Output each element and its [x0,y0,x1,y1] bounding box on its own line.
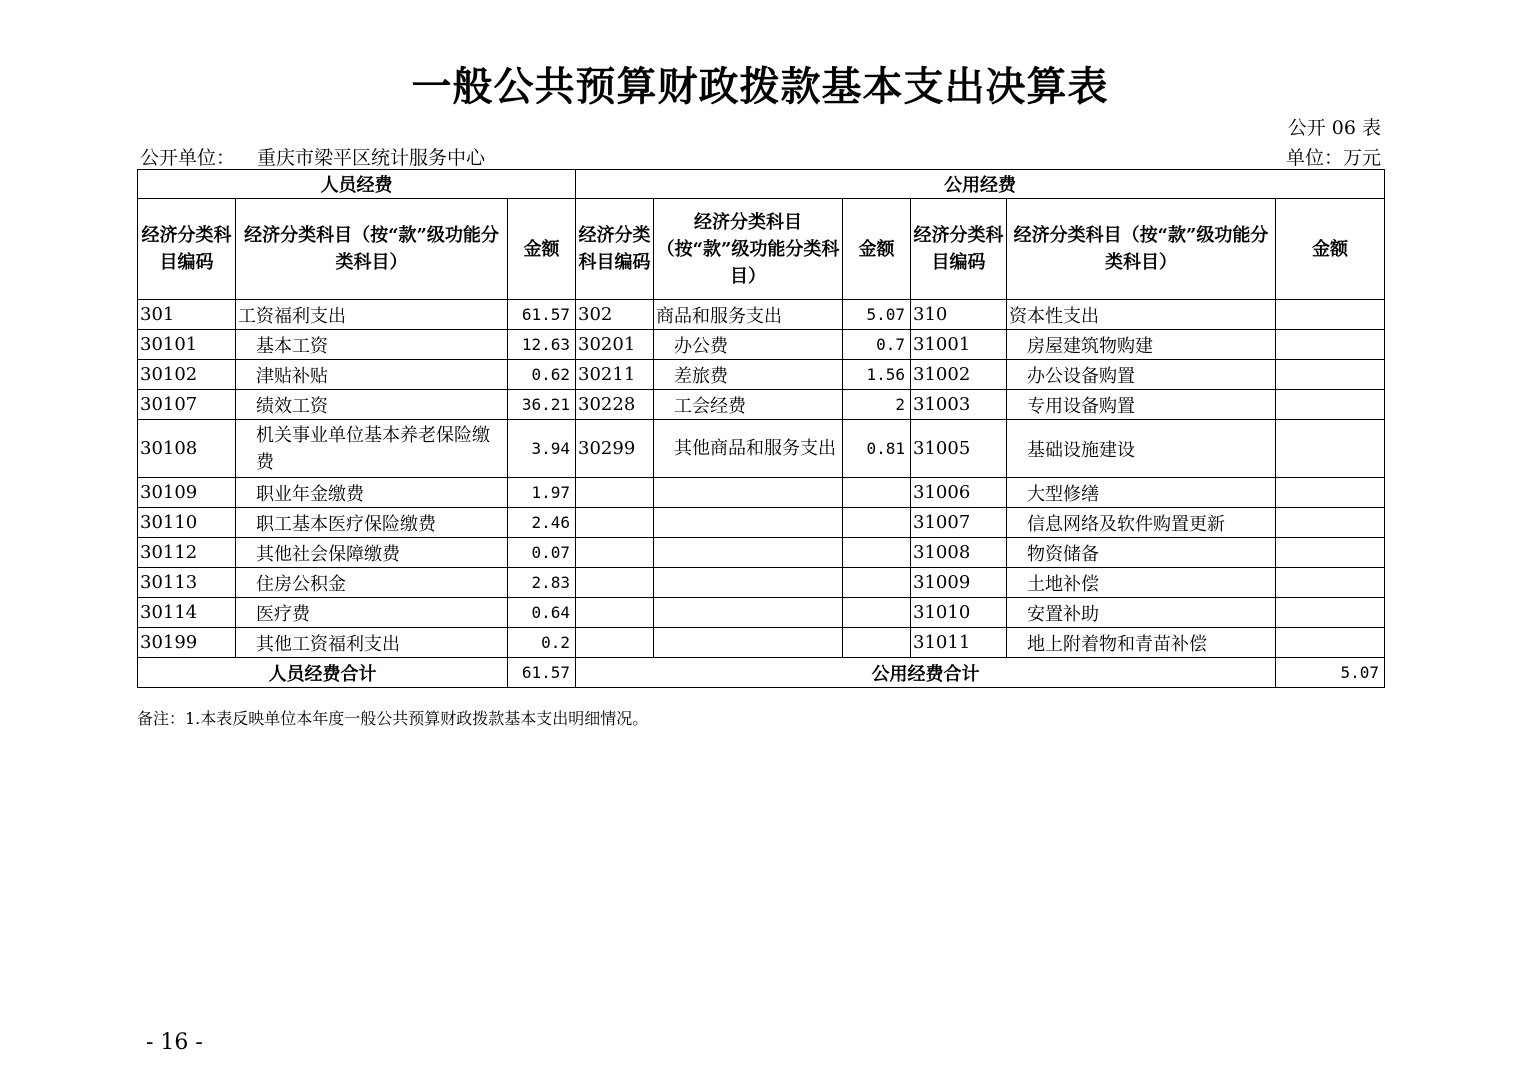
group-public: 公用经费 [576,170,1385,199]
table-row [138,628,1385,658]
personnel-code: 30113 [138,568,236,598]
header-name-c: 经济分类科目（按“款”级功能分类科目） [1007,199,1276,300]
capital-item: 地上附着物和青苗补偿 [1007,628,1276,658]
table-row [138,598,1385,628]
personnel-item: 职工基本医疗保险缴费 [236,508,508,538]
capital-code: 31007 [911,508,1007,538]
capital-item: 专用设备购置 [1007,390,1276,420]
capital-item: 物资储备 [1007,538,1276,568]
capital-code: 31001 [911,330,1007,360]
table-row [138,478,1385,508]
capital-amount [1276,628,1385,658]
personnel-amount: 36.21 [508,390,576,420]
capital-code: 31009 [911,568,1007,598]
public-item: 差旅费 [654,360,843,390]
personnel-item: 其他社会保障缴费 [236,538,508,568]
public-code: 302 [576,300,654,330]
capital-item: 基础设施建设 [1007,420,1276,478]
public-amount: 2 [843,390,911,420]
public-total-label: 公用经费合计 [576,658,1276,688]
personnel-amount: 0.2 [508,628,576,658]
personnel-item: 职业年金缴费 [236,478,508,508]
capital-code: 310 [911,300,1007,330]
public-code [576,598,654,628]
public-amount [843,598,911,628]
currency-unit: 单位：万元 [1285,147,1381,169]
public-code [576,478,654,508]
public-amount [843,508,911,538]
public-code [576,568,654,598]
capital-code: 31002 [911,360,1007,390]
public-amount: 0.81 [843,420,911,478]
header-name-b: 经济分类科目（按“款”级功能分类科目） [654,199,843,300]
capital-amount [1276,538,1385,568]
table-row [138,360,1385,390]
personnel-item: 津贴补贴 [236,360,508,390]
capital-item: 大型修缮 [1007,478,1276,508]
personnel-code: 30109 [138,478,236,508]
table-row [138,508,1385,538]
reporting-unit [140,143,485,170]
public-amount: 0.7 [843,330,911,360]
header-code-c: 经济分类科目编码 [911,199,1007,300]
public-item: 商品和服务支出 [654,300,843,330]
public-amount: 1.56 [843,360,911,390]
capital-item: 土地补偿 [1007,568,1276,598]
personnel-amount: 1.97 [508,478,576,508]
capital-code: 31005 [911,420,1007,478]
capital-item: 信息网络及软件购置更新 [1007,508,1276,538]
personnel-code: 301 [138,300,236,330]
capital-amount [1276,598,1385,628]
capital-amount [1276,390,1385,420]
page-title: 一般公共预算财政拨款基本支出决算表 [411,63,1109,110]
public-item: 其他商品和服务支出 [654,420,843,478]
footnote: 备注：1.本表反映单位本年度一般公共预算财政拨款基本支出明细情况。 [137,709,649,728]
personnel-code: 30102 [138,360,236,390]
public-item: 工会经费 [654,390,843,420]
public-code: 30299 [576,420,654,478]
capital-code: 31006 [911,478,1007,508]
group-personnel: 人员经费 [138,170,576,199]
capital-amount [1276,300,1385,330]
capital-item: 办公设备购置 [1007,360,1276,390]
capital-code: 31011 [911,628,1007,658]
personnel-total-label: 人员经费合计 [138,658,508,688]
personnel-code: 30101 [138,330,236,360]
header-amount-c: 金额 [1276,199,1385,300]
public-item [654,568,843,598]
personnel-code: 30107 [138,390,236,420]
capital-item: 安置补助 [1007,598,1276,628]
personnel-code: 30199 [138,628,236,658]
public-code: 30201 [576,330,654,360]
public-amount [843,628,911,658]
capital-amount [1276,360,1385,390]
header-amount-a: 金额 [508,199,576,300]
capital-amount [1276,330,1385,360]
public-code [576,628,654,658]
personnel-amount: 2.83 [508,568,576,598]
header-code-b: 经济分类科目编码 [576,199,654,300]
capital-amount [1276,420,1385,478]
public-total-amount: 5.07 [1276,658,1385,688]
public-item [654,598,843,628]
page-number: - 16 - [146,1030,203,1055]
public-code: 30228 [576,390,654,420]
table-row [138,538,1385,568]
header-code-a: 经济分类科目编码 [138,199,236,300]
personnel-amount: 12.63 [508,330,576,360]
public-amount [843,568,911,598]
personnel-amount: 0.07 [508,538,576,568]
header-amount-b: 金额 [843,199,911,300]
capital-code: 31008 [911,538,1007,568]
personnel-code: 30108 [138,420,236,478]
personnel-item: 绩效工资 [236,390,508,420]
table-row [138,420,1385,478]
personnel-item: 医疗费 [236,598,508,628]
personnel-item: 工资福利支出 [236,300,508,330]
public-item [654,628,843,658]
personnel-code: 30112 [138,538,236,568]
group-header-row [138,170,1385,199]
personnel-amount: 3.94 [508,420,576,478]
form-number: 公开 06 表 [1287,117,1381,139]
public-amount: 5.07 [843,300,911,330]
table-row [138,390,1385,420]
expenditure-table [137,169,1385,688]
public-code [576,508,654,538]
personnel-code: 30114 [138,598,236,628]
public-code [576,538,654,568]
personnel-item: 机关事业单位基本养老保险缴费 [236,420,508,478]
table-row [138,568,1385,598]
public-amount [843,478,911,508]
unit-label: 公开单位： [140,147,236,169]
column-header-row [138,199,1385,300]
capital-item: 房屋建筑物购建 [1007,330,1276,360]
public-item: 办公费 [654,330,843,360]
header-name-a: 经济分类科目（按“款”级功能分类科目） [236,199,508,300]
personnel-amount: 0.62 [508,360,576,390]
public-item [654,538,843,568]
public-item [654,478,843,508]
personnel-item: 其他工资福利支出 [236,628,508,658]
capital-item: 资本性支出 [1007,300,1276,330]
capital-amount [1276,508,1385,538]
personnel-total-amount: 61.57 [508,658,576,688]
public-amount [843,538,911,568]
public-code: 30211 [576,360,654,390]
capital-amount [1276,478,1385,508]
personnel-code: 30110 [138,508,236,538]
capital-code: 31003 [911,390,1007,420]
personnel-amount: 2.46 [508,508,576,538]
unit-name: 重庆市梁平区统计服务中心 [257,147,486,169]
table-row [138,330,1385,360]
public-item [654,508,843,538]
capital-code: 31010 [911,598,1007,628]
personnel-amount: 0.64 [508,598,576,628]
table-row [138,300,1385,330]
personnel-item: 基本工资 [236,330,508,360]
personnel-item: 住房公积金 [236,568,508,598]
totals-row [138,658,1385,688]
capital-amount [1276,568,1385,598]
personnel-amount: 61.57 [508,300,576,330]
